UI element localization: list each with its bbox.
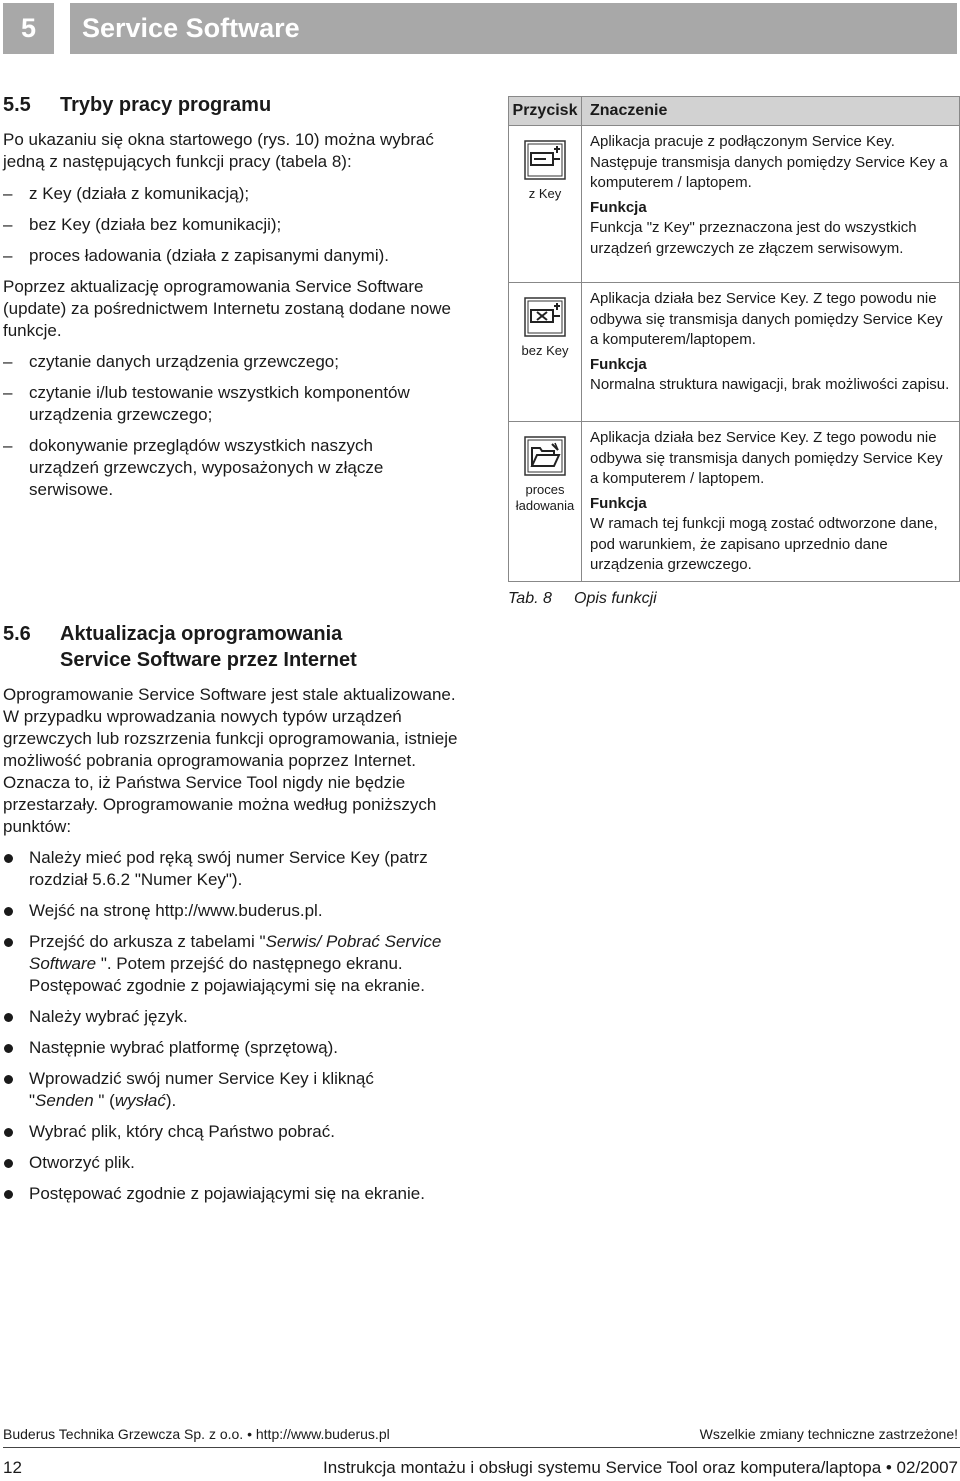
caption-tab-number: Tab. 8 [508,590,552,607]
meaning-text: Aplikacja działa bez Service Key. Z tego powodu nie odbywa się transmisja danych pomiędzy Service Key a komputerem/laptopem. [590,290,943,348]
update-paragraph: Poprzez aktualizację oprogramowania Service Software (update) za pośrednictwem Internetu zostaną dodane nowe funkcje. [3,277,451,340]
function-label: Funkcja [590,355,647,373]
section-number: 5.6 [3,623,31,645]
list-item: – czytanie danych urządzenia grzewczego; [3,351,473,373]
list-item: Wybrać plik, który chcą Państwo pobrać. [3,1121,465,1143]
functions-table [508,96,960,582]
list-item: – dokonywanie przeglądów wszystkich naszych urządzeń grzewczych, wyposażonych w złącze serwisowe. [3,435,429,501]
list-item: Należy mieć pod ręką swój numer Service Key (patrz rozdział 5.6.2 "Numer Key"). [3,847,459,891]
step-text: ". Potem przejść do następnego ekranu. Postępować zgodnie z pojawiającymi się na ekranie. [29,954,425,995]
table-row [509,422,960,582]
section-5-6-body [3,684,465,1205]
meaning-cell [582,283,960,422]
step-text: ). [165,1091,177,1110]
button-cell [509,283,582,422]
page-number: 12 [3,1458,22,1477]
column-header-button: Przycisk [509,97,582,126]
section-5-6-heading [3,621,473,673]
meaning-cell [582,422,960,582]
function-text: Funkcja "z Key" przeznaczona jest do wszystkich urządzeń grzewczych ze złączem serwisowym. [590,219,917,257]
list-item [3,931,459,997]
meaning-text: Aplikacja działa bez Service Key. Z tego powodu nie odbywa się transmisja danych pomiędzy Service Key a komputerem / laptopem. [590,429,943,487]
function-label: Funkcja [590,494,647,512]
section-5-5-heading [3,92,271,118]
function-text: Normalna struktura nawigacji, brak możliwości zapisu. [590,376,950,393]
footer-divider [3,1447,960,1448]
step-text-italic: wysłać [114,1091,166,1110]
list-item: Otworzyć plik. [3,1152,465,1174]
list-item: Wejść na stronę http://www.buderus.pl. [3,900,465,922]
function-text: W ramach tej funkcji mogą zostać odtworzone dane, pod warunkiem, że zapisano uprzednio dane urządzenia grzewczego. [590,515,938,573]
intro-paragraph: Po ukazaniu się okna startowego (rys. 10) można wybrać jedną z następujących funkcji pracy (tabela 8): [3,130,434,171]
table-header-row [509,97,960,126]
step-text: Przejść do arkusza z tabelami " [29,932,266,951]
section-title-line2: Service Software przez Internet [60,649,357,671]
list-item: – czytanie i/lub testowanie wszystkich komponentów urządzenia grzewczego; [3,382,473,426]
list-item [3,1068,429,1112]
document-title: Instrukcja montażu i obsługi systemu Service Tool oraz komputera/laptopa • 02/2007 [323,1458,958,1477]
steps-list [3,847,465,1205]
button-cell [509,126,582,283]
section-title [60,621,357,673]
section-5-5-body [3,129,473,501]
section-title: Tryby pracy programu [60,94,272,116]
step-text-italic: Serwis/ Pobrać Service Software [29,932,442,973]
meaning-text: Aplikacja pracuje z podłączonym Service Key. Następuje transmisja danych pomiędzy Service Key a komputerem / laptopem. [590,133,948,191]
column-header-meaning: Znaczenie [582,97,960,126]
feature-list [3,351,473,501]
open-folder-icon [524,436,566,476]
section-number: 5.5 [3,94,31,116]
button-cell [509,422,582,582]
function-label: Funkcja [590,198,647,216]
list-item: – bez Key (działa bez komunikacji); [3,214,473,236]
service-key-plug-icon [524,140,566,180]
no-key-plug-icon [524,297,566,337]
chapter-number: 5 [3,3,54,54]
list-item: Następnie wybrać platformę (sprzętową). [3,1037,465,1059]
button-label: bez Key [521,343,569,358]
intro-paragraph: Oprogramowanie Service Software jest stale aktualizowane. W przypadku wprowadzania nowych typów urządzeń grzewczych lub rozszrzenia funkcji oprogramowania, istnieje możliwość pobrania oprogramowania poprzez Internet. Oznacza to, iż Państwa Service Tool nigdy nie będzie przestarzały. Oprogramowanie można według poniższych punktów: [3,685,458,836]
section-title-line1: Aktualizacja oprogramowania [60,623,343,645]
mode-list [3,183,473,267]
list-item: – z Key (działa z komunikacją); [3,183,473,205]
table-caption [508,590,657,608]
meaning-cell [582,126,960,283]
caption-text: Opis funkcji [574,590,657,607]
button-label: proces ładowania [515,482,575,513]
chapter-title: Service Software [70,3,957,54]
step-text: " ( [93,1091,115,1110]
list-item: Postępować zgodnie z pojawiającymi się na ekranie. [3,1183,465,1205]
table-row [509,283,960,422]
table-row [509,126,960,283]
button-label: z Key [528,186,562,201]
list-item: – proces ładowania (działa z zapisanymi danymi). [3,245,473,267]
footer-disclaimer: Wszelkie zmiany techniczne zastrzeżone! [699,1426,958,1442]
step-text-italic: Senden [35,1091,94,1110]
step-text: Wprowadzić swój numer Service Key i kliknąć " [29,1069,374,1110]
footer-company: Buderus Technika Grzewcza Sp. z o.o. • http://www.buderus.pl [3,1426,390,1442]
list-item: Należy wybrać język. [3,1006,465,1028]
